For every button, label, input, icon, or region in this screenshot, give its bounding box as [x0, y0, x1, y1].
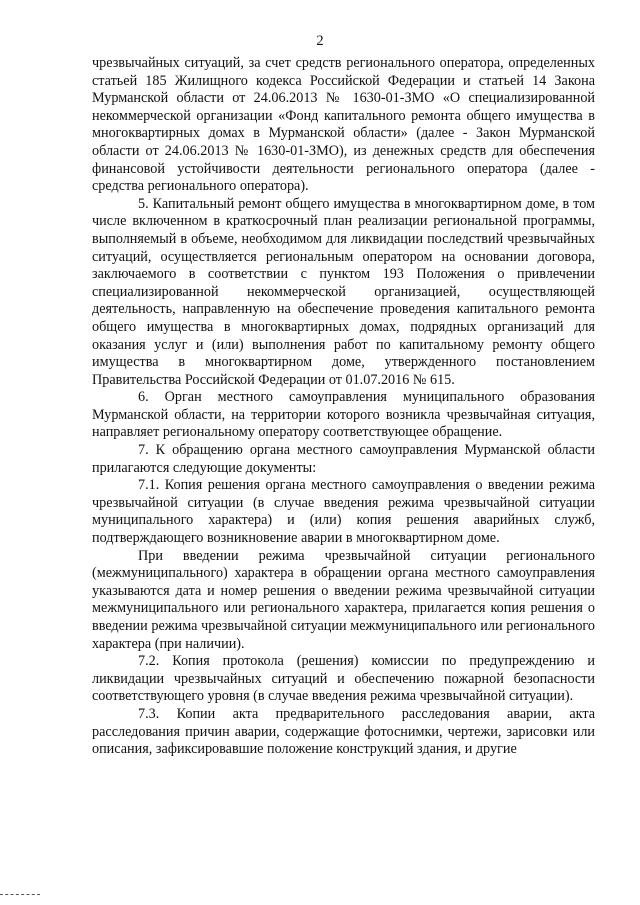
paragraph-item-7: 7. К обращению органа местного самоуправления Мурманской области прилагаются следующие документы: — [92, 442, 595, 476]
footer-dash — [0, 894, 40, 896]
paragraph-continuation: чрезвычайных ситуаций, за счет средств регионального оператора, определенных статьей 185 Жилищного кодекса Российской Федерации и статьей 14 Закона Мурманской области от 24.06.2013 № 1630-01-ЗМО «О специализированной некоммерческой организации «Фонд капитального ремонта общего имущества в многоквартирных домах в Мурманской области» (далее - Закон Мурманской области от 24.06.2013 № 1630-01-ЗМО), из денежных средств для обеспечения финансовой устойчивости деятельности регионального оператора (далее - средства регионального оператора). — [92, 55, 595, 195]
paragraph-item-7-1: 7.1. Копия решения органа местного самоуправления о введении режима чрезвычайной ситуации (в случае введения режима чрезвычайной ситуации муниципального характера) и (или) копия решения аварийных служб, подтверждающего возникновение аварии в многоквартирном доме. — [92, 477, 595, 547]
document-body — [92, 55, 595, 759]
paragraph-item-6: 6. Орган местного самоуправления муниципального образования Мурманской области, на территории которого возникла чрезвычайная ситуация, направляет региональному оператору соответствующее обращение. — [92, 389, 595, 441]
paragraph-item-7-3: 7.3. Копии акта предварительного расследования аварии, акта расследования причин аварии, содержащие фотоснимки, чертежи, зарисовки или описания, зафиксировавшие положение конструкций здания, и другие — [92, 705, 595, 758]
paragraph-regional-regime: При введении режима чрезвычайной ситуации регионального (межмуниципального) характера в обращении органа местного самоуправления указываются дата и номер решения о введении режима чрезвычайной ситуации межмуниципального или регионального характера, прилагается копия решения о введении режима чрезвычайной ситуации межмуниципального или регионального характера (при наличии). — [92, 547, 595, 652]
paragraph-item-5: 5. Капитальный ремонт общего имущества в многоквартирном доме, в том числе включенном в краткосрочный план реализации региональной программы, выполняемый в объеме, необходимом для ликвидации последствий чрезвычайных ситуаций, осуществляется региональным оператором на основании договора, заключаемого в соответствии с пунктом 193 Положения о привлечении специализированной некоммерческой организацией, осуществляющей деятельность, направленную на обеспечение проведения капитального ремонта общего имущества в многоквартирных домах, подрядных организаций для оказания услуг и (или) выполнения работ по капитальному ремонту общего имущества в многоквартирном доме, утвержденного постановлением Правительства Российской Федерации от 01.07.2016 № 615. — [92, 195, 595, 388]
paragraph-item-7-2: 7.2. Копия протокола (решения) комиссии по предупреждению и ликвидации чрезвычайных ситуаций и обеспечению пожарной безопасности соответствующего уровня (в случае введения режима чрезвычайной ситуации). — [92, 653, 595, 705]
page-number: 2 — [316, 33, 324, 49]
